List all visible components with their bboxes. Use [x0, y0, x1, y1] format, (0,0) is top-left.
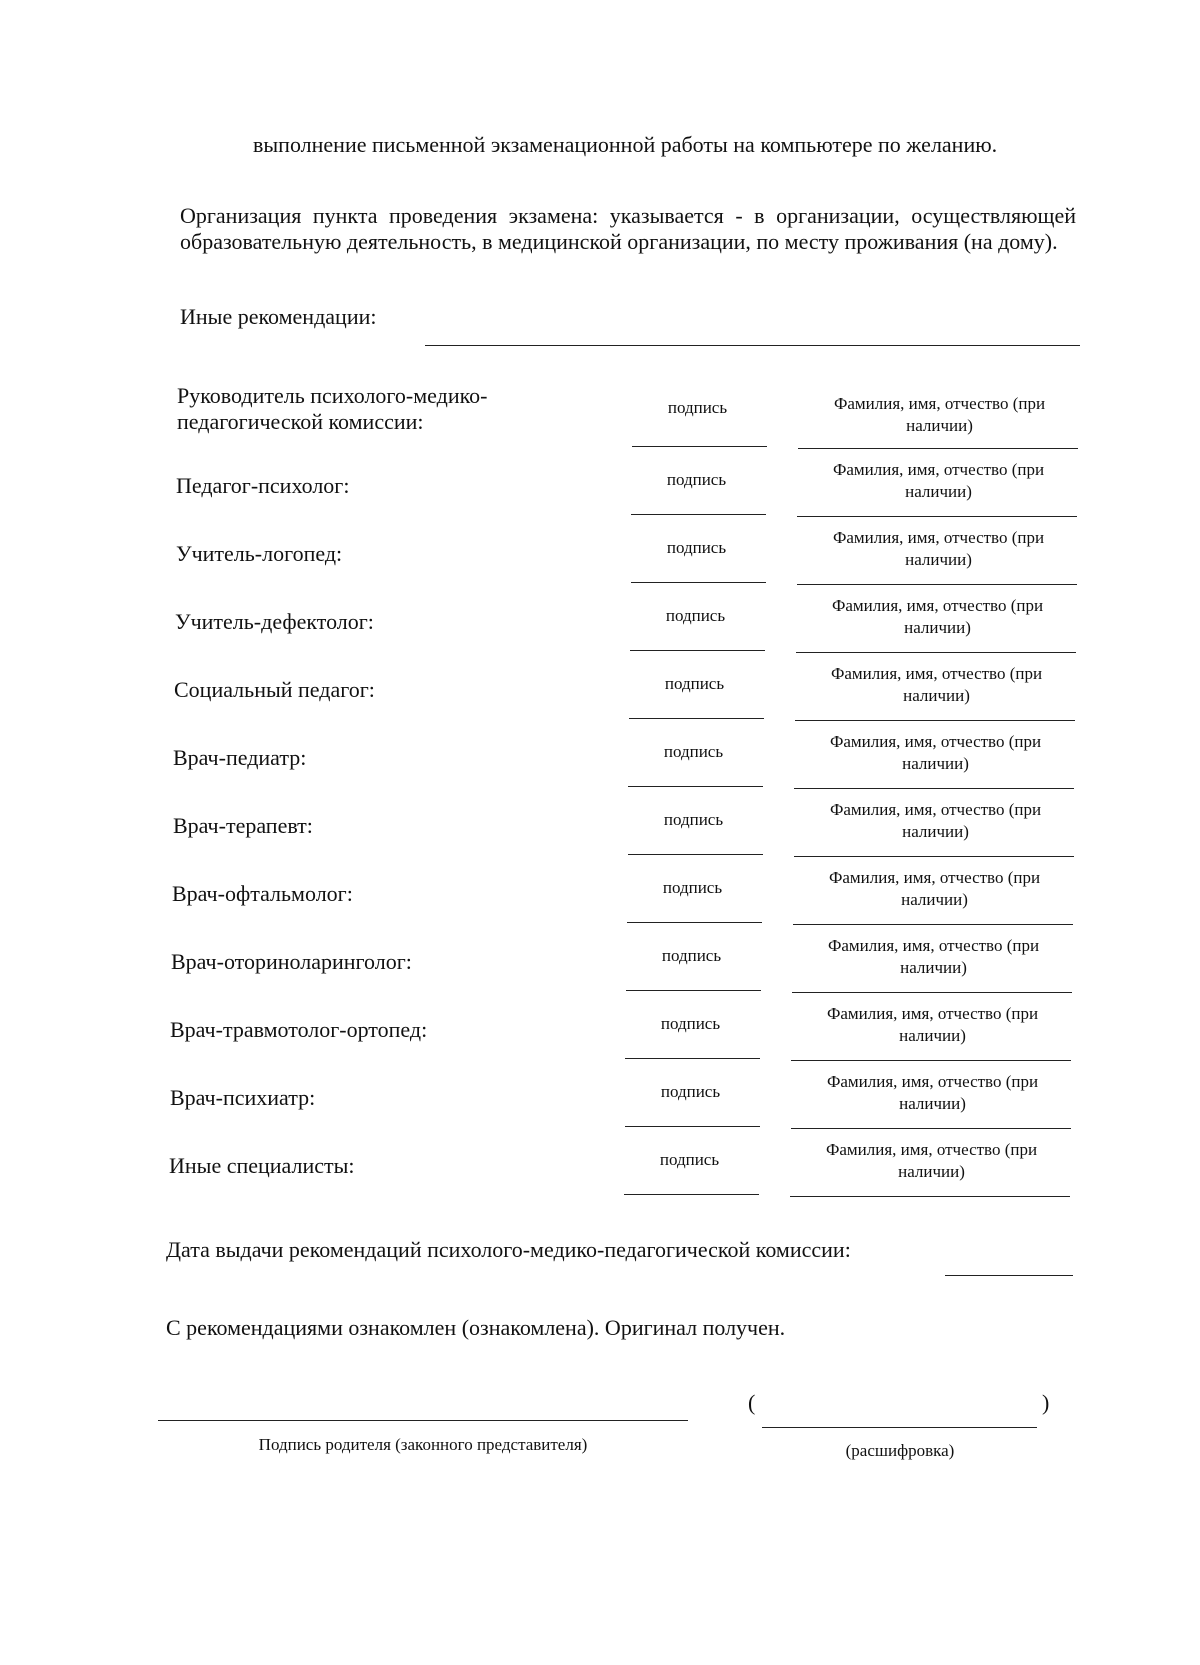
signature-role: Иные специалисты:: [169, 1153, 355, 1178]
full-name-line: [796, 652, 1076, 653]
signature-line: [625, 1058, 760, 1059]
full-name-line: [794, 788, 1074, 789]
signature-caption: подпись: [659, 1150, 720, 1169]
signature-role: Учитель-дефектолог:: [175, 609, 374, 634]
parent-signature-line: [158, 1420, 688, 1421]
signature-caption: подпись: [660, 1014, 721, 1033]
signature-caption: подпись: [663, 810, 724, 829]
full-name-caption: Фамилия, имя, отчество (при наличии): [826, 1004, 1039, 1045]
signature-caption: подпись: [664, 674, 725, 693]
full-name-caption: Фамилия, имя, отчество (при наличии): [832, 528, 1045, 569]
signature-line: [632, 446, 767, 447]
full-name-line: [795, 720, 1075, 721]
signature-row: [0, 723, 1200, 791]
signature-line: [626, 990, 761, 991]
signature-line: [628, 786, 763, 787]
signature-row: [0, 451, 1200, 519]
signature-line: [631, 582, 766, 583]
full-name-line: [797, 584, 1077, 585]
issue-date-label: Дата выдачи рекомендаций психолого-медико-педагогической комиссии:: [166, 1237, 851, 1262]
decode-paren-open: (: [748, 1390, 756, 1415]
signature-row: [0, 519, 1200, 587]
full-name-caption: Фамилия, имя, отчество (при наличии): [826, 1072, 1039, 1113]
decode-paren-close: ): [1042, 1390, 1050, 1415]
signature-caption: подпись: [665, 606, 726, 625]
full-name-line: [797, 516, 1077, 517]
signature-caption: подпись: [662, 878, 723, 897]
full-name-caption: Фамилия, имя, отчество (при наличии): [830, 664, 1043, 705]
signature-caption: подпись: [663, 742, 724, 761]
signature-line: [630, 650, 765, 651]
full-name-caption: Фамилия, имя, отчество (при наличии): [829, 732, 1042, 773]
signature-row: [0, 927, 1200, 995]
full-name-line: [791, 1128, 1071, 1129]
exam-computer-note: выполнение письменной экзаменационной работы на компьютере по желанию.: [253, 132, 998, 157]
signature-line: [627, 922, 762, 923]
familiarized-statement: С рекомендациями ознакомлен (ознакомлена). Оригинал получен.: [166, 1315, 786, 1340]
signature-caption: подпись: [661, 946, 722, 965]
full-name-line: [793, 924, 1073, 925]
signature-row: [0, 1063, 1200, 1131]
signature-row: [0, 1131, 1200, 1199]
full-name-line: [792, 992, 1072, 993]
signature-row: [0, 587, 1200, 655]
signature-role: Врач-педиатр:: [173, 745, 307, 770]
signature-role: Социальный педагог:: [174, 677, 375, 702]
signature-row: [0, 995, 1200, 1063]
signature-line: [629, 718, 764, 719]
signature-caption: подпись: [667, 398, 728, 417]
signature-line: [628, 854, 763, 855]
decode-line: [762, 1427, 1037, 1428]
signature-row: [0, 859, 1200, 927]
other-recommendations-label: Иные рекомендации:: [180, 304, 377, 329]
signature-row: [0, 655, 1200, 723]
signature-line: [624, 1194, 759, 1195]
signature-role: Врач-офтальмолог:: [172, 881, 353, 906]
other-recommendations-line: [425, 345, 1080, 346]
issue-date-line: [945, 1275, 1073, 1276]
full-name-line: [794, 856, 1074, 857]
signature-row: [0, 383, 1200, 451]
signature-line: [625, 1126, 760, 1127]
full-name-caption: Фамилия, имя, отчество (при наличии): [827, 936, 1040, 977]
signature-line: [631, 514, 766, 515]
signature-role: Педагог-психолог:: [176, 473, 350, 498]
decode-caption: (расшифровка): [845, 1441, 955, 1460]
parent-signature-caption: Подпись родителя (законного представителя): [258, 1435, 588, 1454]
signature-caption: подпись: [666, 470, 727, 489]
full-name-caption: Фамилия, имя, отчество (при наличии): [833, 394, 1046, 435]
signature-role: Врач-травмотолог-ортопед:: [170, 1017, 428, 1042]
full-name-caption: Фамилия, имя, отчество (при наличии): [832, 460, 1045, 501]
full-name-line: [791, 1060, 1071, 1061]
signature-role: Учитель-логопед:: [176, 541, 343, 566]
full-name-caption: Фамилия, имя, отчество (при наличии): [828, 868, 1041, 909]
signature-role: Врач-психиатр:: [170, 1085, 316, 1110]
signature-role: Врач-терапевт:: [173, 813, 313, 838]
signature-role: Руководитель психолого-медико-педагогической комиссии:: [177, 383, 488, 434]
exam-organization-paragraph: Организация пункта проведения экзамена: указывается - в организации, осуществляющей образовательную деятельность, в медицинской организации, по месту проживания (на дому).: [180, 203, 1076, 254]
full-name-caption: Фамилия, имя, отчество (при наличии): [825, 1140, 1038, 1181]
full-name-caption: Фамилия, имя, отчество (при наличии): [831, 596, 1044, 637]
full-name-line: [798, 448, 1078, 449]
signature-caption: подпись: [660, 1082, 721, 1101]
signature-caption: подпись: [666, 538, 727, 557]
full-name-line: [790, 1196, 1070, 1197]
signature-role: Врач-оториноларинголог:: [171, 949, 412, 974]
signature-row: [0, 791, 1200, 859]
full-name-caption: Фамилия, имя, отчество (при наличии): [829, 800, 1042, 841]
